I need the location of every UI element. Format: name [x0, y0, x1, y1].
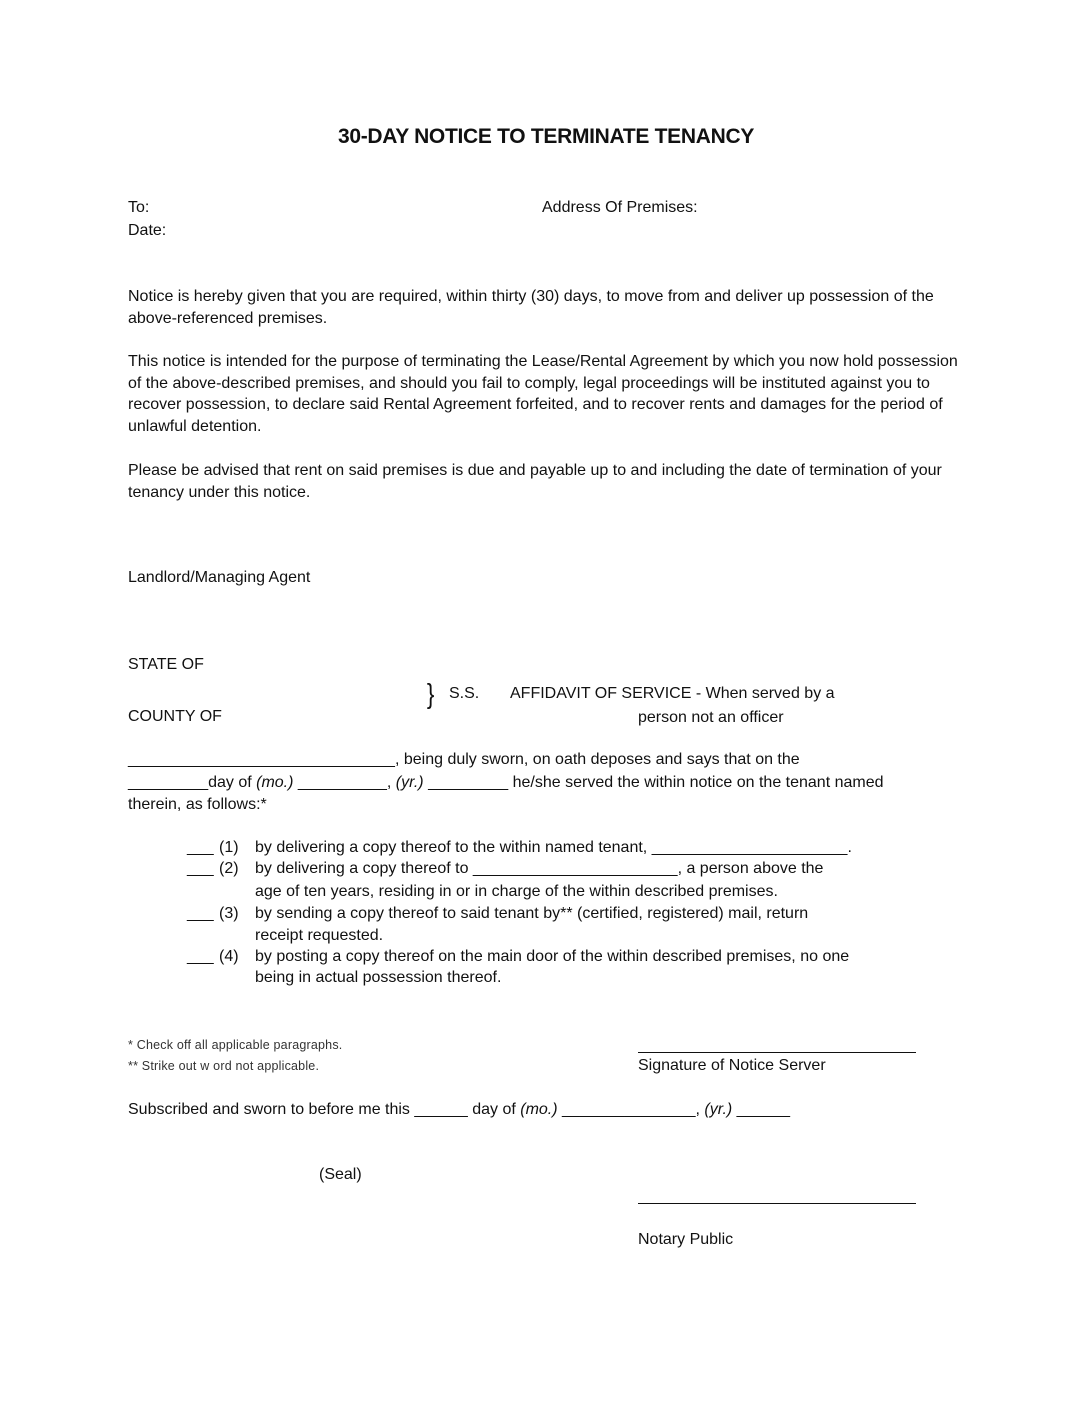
paragraph-notice: Notice is hereby given that you are required, within thirty (30) days, to move from and deliver up possession of the above-referenced premises.: [128, 288, 934, 327]
address-label: Address Of Premises:: [542, 199, 698, 216]
signature-line: [638, 1052, 916, 1053]
brace-symbol: }: [426, 678, 435, 709]
service-item-4-text-cont: being in actual possession thereof.: [255, 969, 502, 986]
service-item-1-text: by delivering a copy thereof to the within named tenant, ______________________.: [255, 839, 852, 856]
service-item-1-number: (1): [219, 839, 239, 856]
service-item-4-text: by posting a copy thereof on the main door of the within described premises, no one: [255, 948, 850, 965]
sworn-line-2: [128, 774, 884, 792]
date-label: Date:: [128, 222, 167, 239]
sworn-line-2-month-blank: __________,: [293, 774, 396, 791]
affidavit-title-line2: person not an officer: [638, 709, 784, 726]
service-item-2-text-cont: age of ten years, residing in or in charge of the within described premises.: [255, 883, 778, 900]
state-label: STATE OF: [128, 656, 204, 673]
sworn-line-2-rest: _________ he/she served the within notice on the tenant named: [423, 774, 884, 791]
sworn-line-2-month-label: (mo.): [256, 774, 294, 791]
service-item-4-blank: ___: [187, 948, 214, 965]
service-item-3-text-cont: receipt requested.: [255, 927, 384, 944]
sworn-line-1: ______________________________, being duly sworn, on oath deposes and says that on the: [128, 751, 800, 768]
service-item-4-number: (4): [219, 948, 239, 965]
footnote-1: * Check off all applicable paragraphs.: [128, 1038, 343, 1052]
ss-label: S.S.: [449, 685, 480, 702]
subscribed-year-label: (yr.): [704, 1101, 733, 1118]
service-item-2-text: by delivering a copy thereof to _______________________, a person above the: [255, 860, 824, 877]
subscribed-day: Subscribed and sworn to before me this ______ day of: [128, 1101, 521, 1118]
service-item-2-number: (2): [219, 860, 239, 877]
landlord-label: Landlord/Managing Agent: [128, 569, 311, 586]
paragraph-rent: Please be advised that rent on said premises is due and payable up to and including the date of termination of your tenancy under this notice.: [128, 462, 942, 501]
signature-label: Signature of Notice Server: [638, 1057, 826, 1074]
notary-label: Notary Public: [638, 1231, 734, 1248]
notary-signature-line: [638, 1203, 916, 1204]
affidavit-title-line1: AFFIDAVIT OF SERVICE - When served by a: [510, 685, 835, 702]
service-item-3-text: by sending a copy thereof to said tenant by** (certified, registered) mail, return: [255, 905, 809, 922]
subscribed-year-blank: ______: [732, 1101, 791, 1118]
paragraph-purpose: This notice is intended for the purpose of terminating the Lease/Rental Agreement by which you now hold possession of the above-described premises, and should you fail to comply, legal proceedings will be instituted against you to recover possession, to declare said Rental Agreement forfeited, and to recover rents and damages for the period of unlawful detention.: [128, 353, 958, 435]
service-item-3-blank: ___: [187, 905, 214, 922]
sworn-line-2-day: _________day of: [128, 774, 257, 791]
subscribed-month-label: (mo.): [520, 1101, 558, 1118]
sworn-line-2-year-label: (yr.): [395, 774, 424, 791]
subscribed-month-blank: _______________,: [557, 1101, 705, 1118]
service-item-3-number: (3): [219, 905, 239, 922]
footnote-2: ** Strike out w ord not applicable.: [128, 1059, 320, 1073]
county-label: COUNTY OF: [128, 708, 222, 725]
service-item-2-blank: ___: [187, 860, 214, 877]
sworn-line-3: therein, as follows:*: [128, 796, 267, 813]
service-item-1-blank: ___: [187, 839, 214, 856]
to-label: To:: [128, 199, 150, 216]
subscribed-line: [128, 1101, 790, 1119]
document-title: 30-DAY NOTICE TO TERMINATE TENANCY: [337, 125, 755, 148]
seal-label: (Seal): [319, 1166, 362, 1183]
